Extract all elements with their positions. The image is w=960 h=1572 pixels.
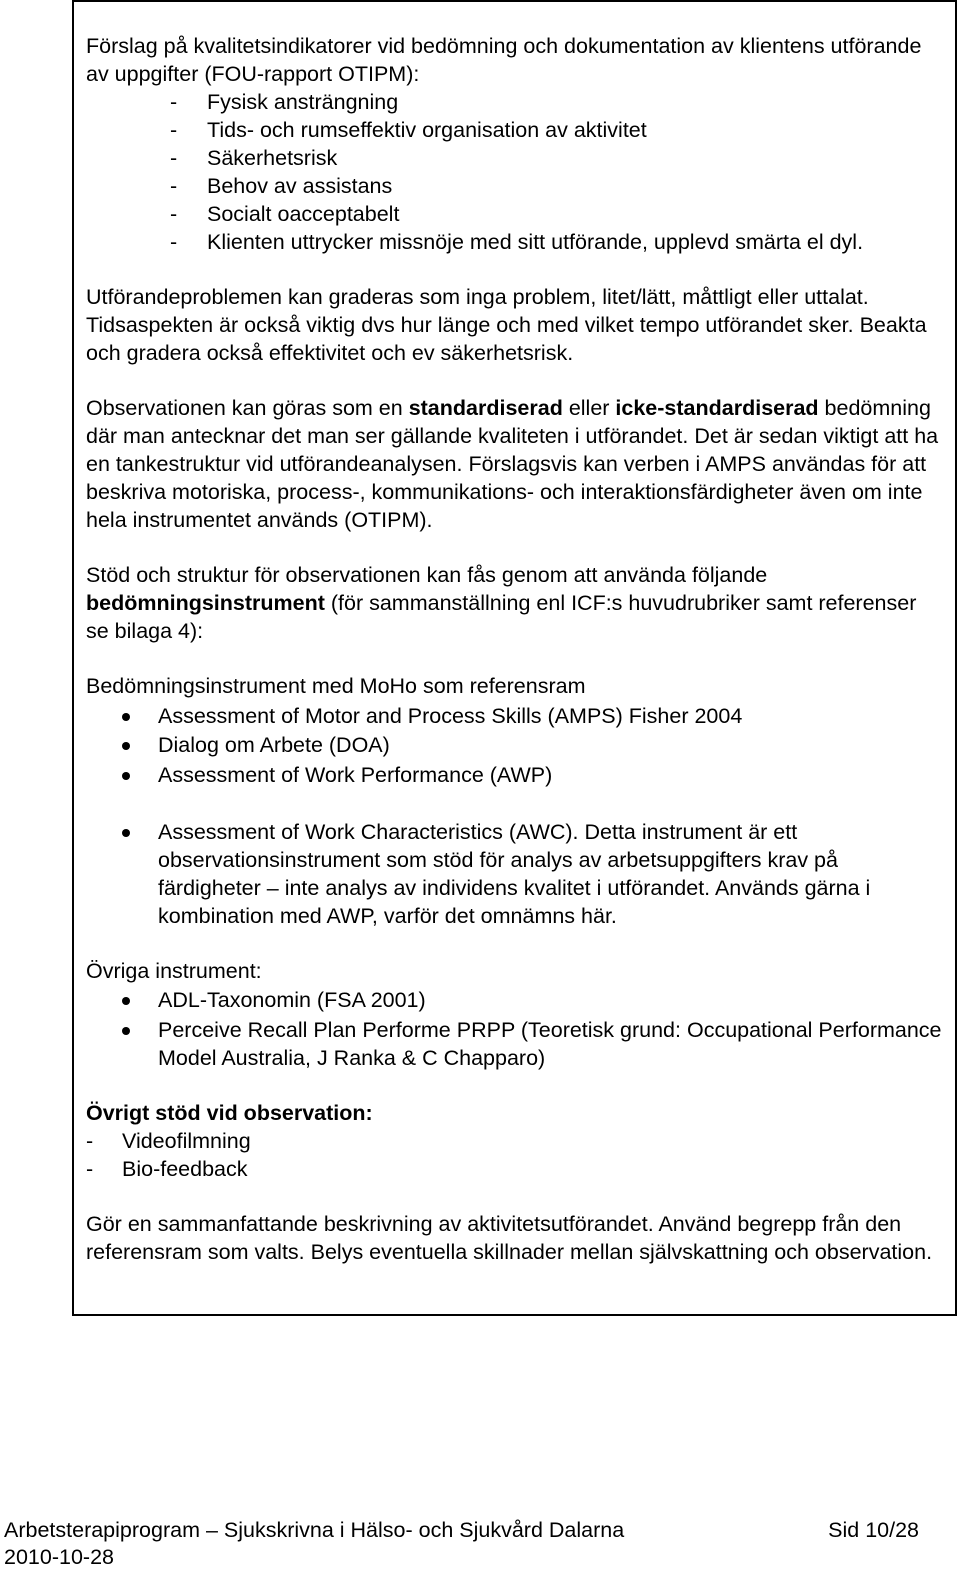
list-item: - Fysisk ansträngning	[170, 90, 399, 114]
list-item: ADL-Taxonomin (FSA 2001)	[86, 986, 945, 1014]
bold-term-nonstandardized: icke-standardiserad	[615, 396, 819, 420]
list-item: - Socialt oacceptabelt	[170, 202, 400, 226]
other-heading: Övriga instrument:	[86, 958, 262, 983]
support-paragraph: Stöd och struktur för observationen kan fås genom att använda följande bedömningsinstrument (för sammanställning enl ICF:s huvudrubriker samt referenser se bilaga 4):	[86, 563, 917, 643]
list-item: Assessment of Work Performance (AWP)	[86, 761, 945, 789]
list-item: - Behov av assistans	[170, 174, 393, 198]
grading-paragraph: Utförandeproblemen kan graderas som inga problem, litet/lätt, måttligt eller uttalat. Tidsaspekten är också viktig dvs hur länge och med vilket tempo utförandet sker. Beakta och gradera också effektivitet och ev säkerhetsrisk.	[86, 285, 927, 365]
content-frame	[72, 0, 957, 1316]
list-item: Dialog om Arbete (DOA)	[86, 731, 945, 759]
footer-date: 2010-10-28	[4, 1545, 114, 1569]
list-item: Assessment of Work Characteristics (AWC). Detta instrument är ett observationsinstrument som stöd för analys av arbetsuppgifters krav på färdigheter – inte analys av individens kvalitet i utförandet. Används gärna i kombination med AWP, varför det omnämns här.	[86, 818, 945, 930]
list-item: - Bio-feedback	[86, 1156, 248, 1181]
moho-heading: Bedömningsinstrument med MoHo som referensram	[86, 674, 586, 698]
bold-term-instrument: bedömningsinstrument	[86, 591, 325, 615]
bold-term-standardized: standardiserad	[408, 396, 563, 420]
list-item: - Tids- och rumseffektiv organisation av aktivitet	[170, 118, 647, 142]
list-item: - Säkerhetsrisk	[170, 146, 338, 170]
bullet-icon	[122, 997, 130, 1005]
list-item: - Videofilmning	[86, 1128, 251, 1153]
bullet-icon	[122, 829, 130, 837]
footer-program-title: Arbetsterapiprogram – Sjukskrivna i Hälso- och Sjukvård Dalarna	[4, 1518, 625, 1542]
other-instrument-list	[86, 986, 945, 1072]
observation-paragraph: Observationen kan göras som en standardiserad eller icke-standardiserad bedömning där man antecknar det man ser gällande kvaliteten i utförandet. Det är sedan viktigt att ha en tankestruktur vid utförandeanalysen. Förslagsvis kan verben i AMPS användas för att beskriva motoriska, process-, kommunikations- och interaktionsfärdigheter även om inte hela instrumentet används (OTIPM).	[86, 396, 939, 532]
bullet-icon	[122, 772, 130, 780]
moho-instrument-list	[86, 702, 945, 930]
bullet-icon	[122, 713, 130, 721]
quality-indicator-list	[86, 88, 945, 256]
intro-text: Förslag på kvalitetsindikatorer vid bedömning och dokumentation av klientens utförande av uppgifter (FOU-rapport OTIPM):	[86, 34, 922, 86]
summary-paragraph: Gör en sammanfattande beskrivning av aktivitetsutförandet. Använd begrepp från den referensram som valts. Belys eventuella skillnader mellan självskattning och observation.	[86, 1211, 933, 1264]
bullet-icon	[122, 742, 130, 750]
extra-support-list	[86, 1127, 945, 1183]
extra-heading: Övrigt stöd vid observation:	[86, 1100, 373, 1125]
bullet-icon	[122, 1027, 130, 1035]
list-item: - Klienten uttrycker missnöje med sitt utförande, upplevd smärta el dyl.	[170, 230, 864, 254]
footer-page-number: Sid 10/28	[828, 1518, 919, 1542]
list-item: Assessment of Motor and Process Skills (AMPS) Fisher 2004	[86, 702, 945, 730]
list-item: Perceive Recall Plan Performe PRPP (Teoretisk grund: Occupational Performance Model Australia, J Ranka & C Chapparo)	[86, 1016, 945, 1072]
